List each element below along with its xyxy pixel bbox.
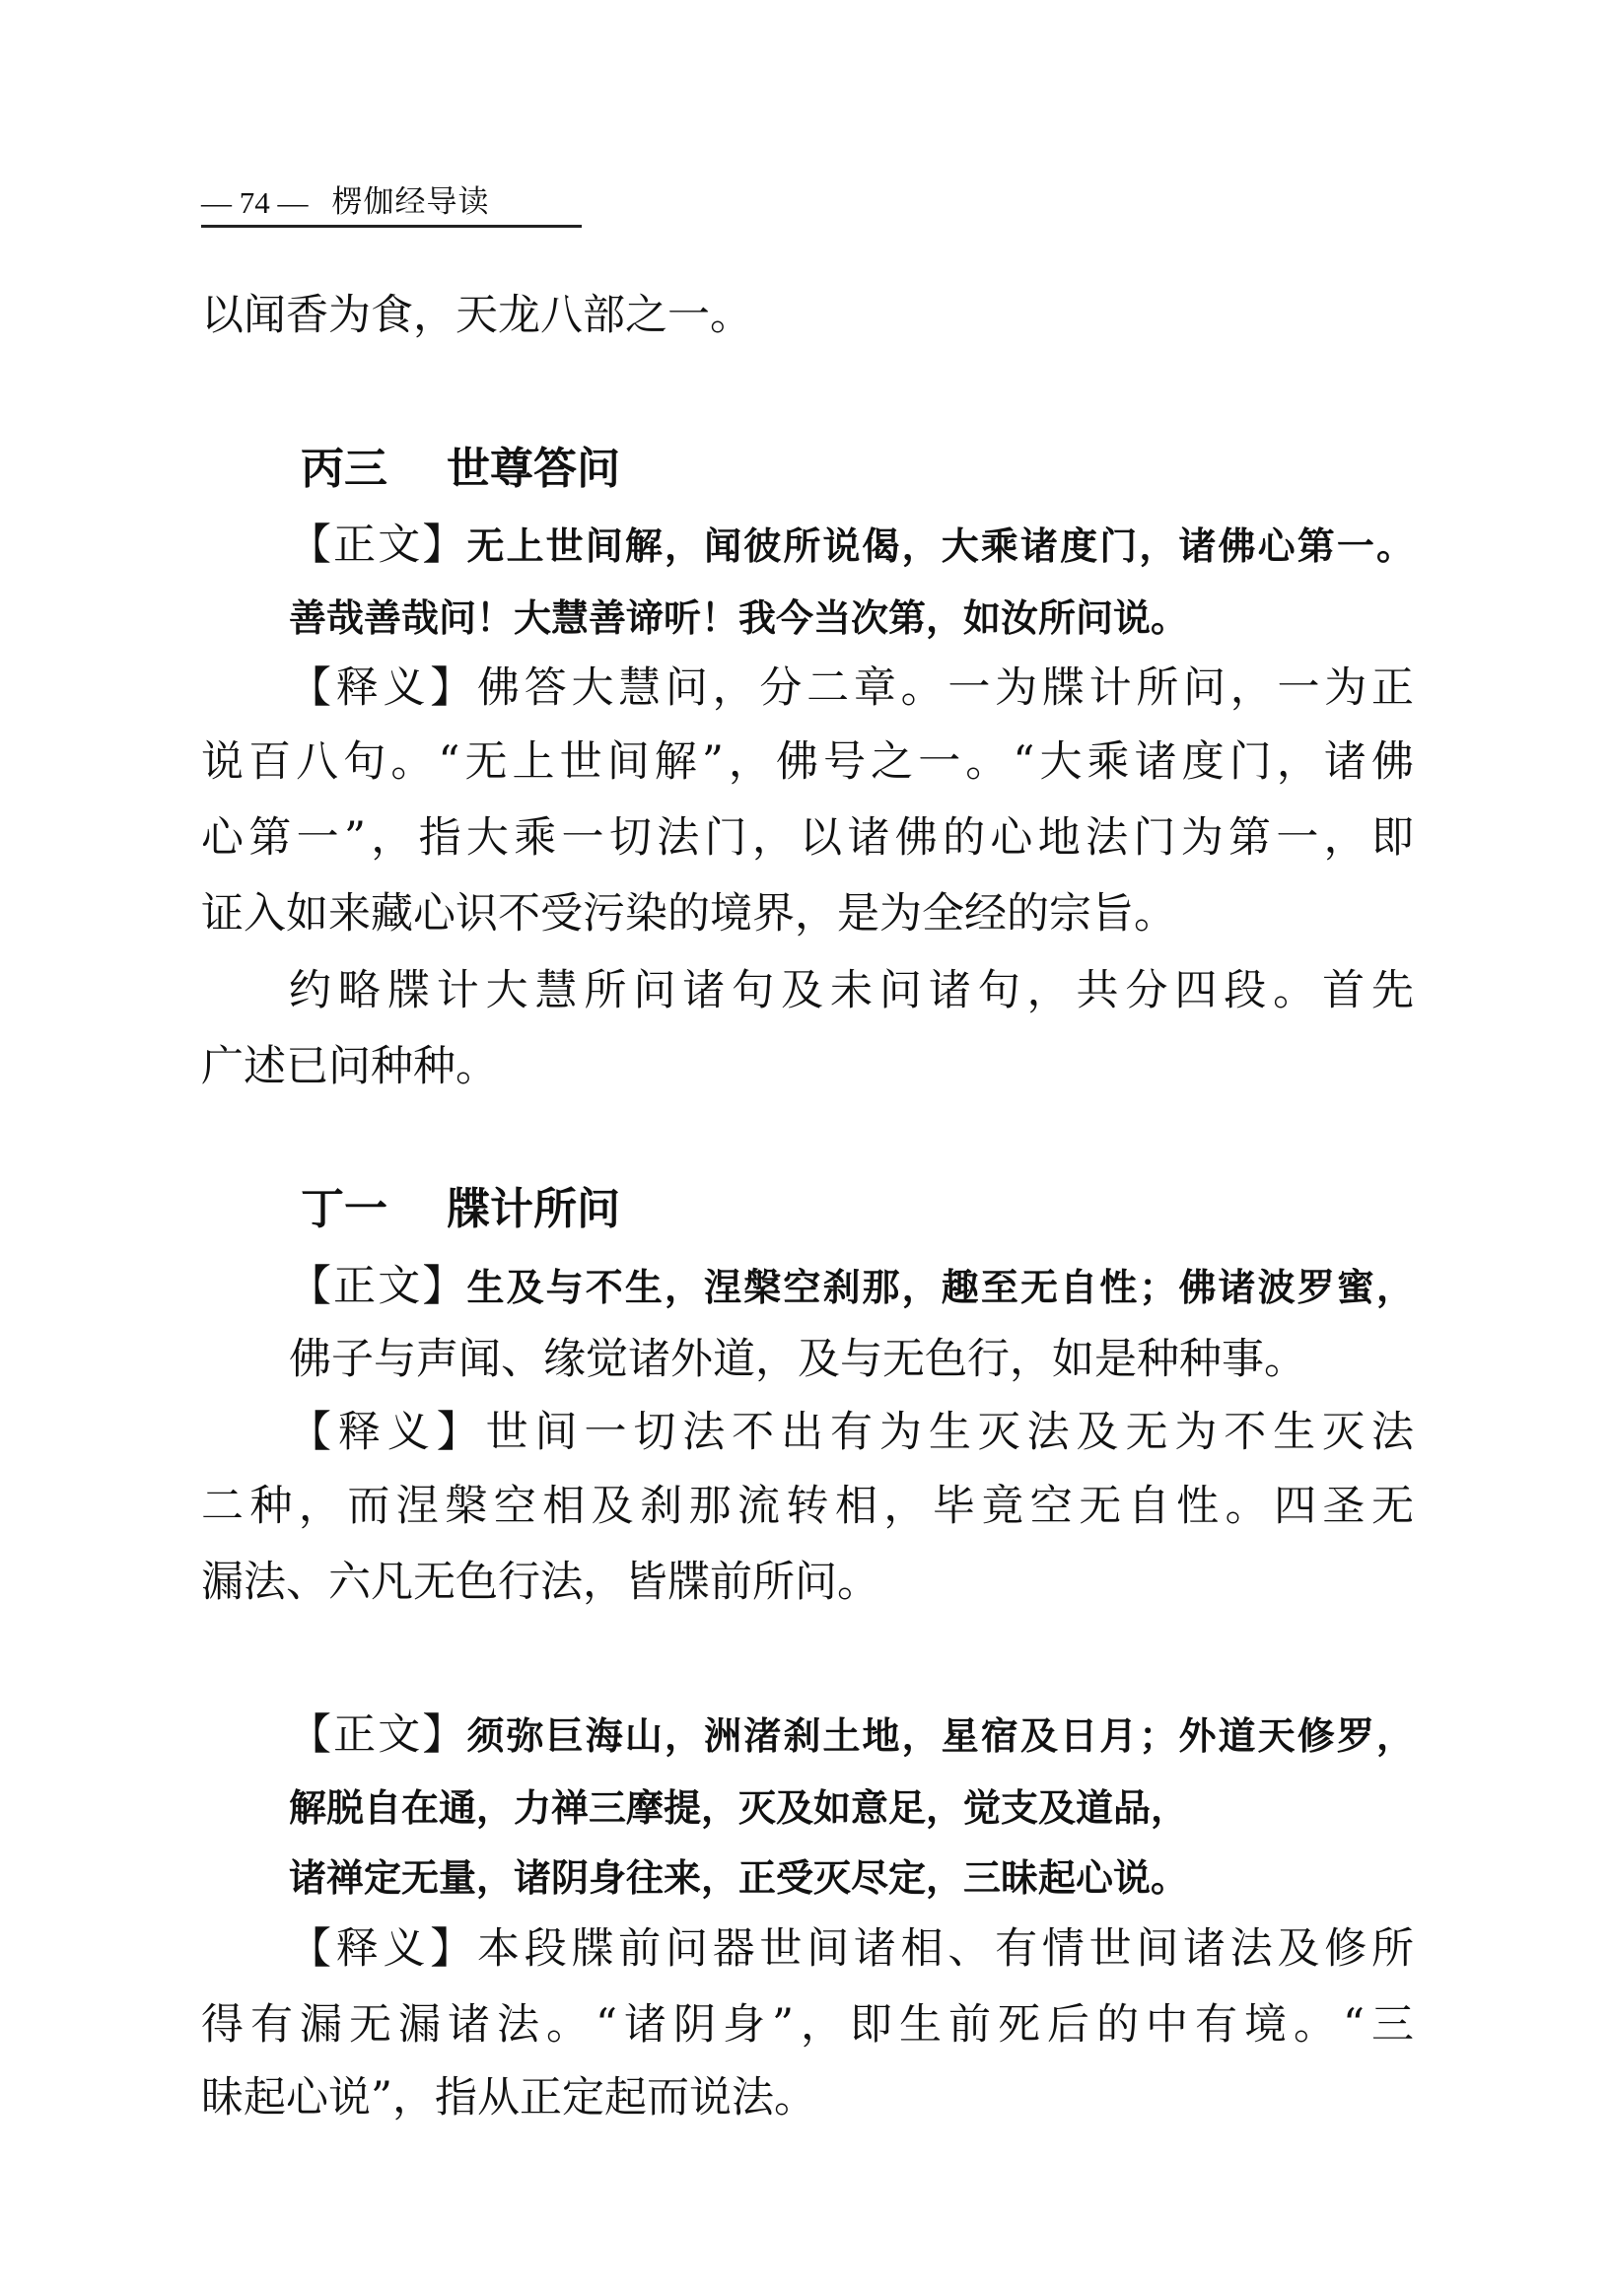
body-line: 得有漏无漏诸法。“诸阴身”，即生前死后的中有境。“三 [201,2000,1414,2050]
verse-line: 解脱自在通，力禅三摩提，灭及如意足，觉支及道品， [289,1786,1189,1830]
body-line: 心第一”，指大乘一切法门，以诸佛的心地法门为第一，即 [201,813,1414,863]
verse-text: 无上世间解，闻彼所说偈，大乘诸度门，诸佛心第一。 [466,524,1414,568]
commentary-line [289,1407,1414,1458]
zhengwen-tag: 【正文】 [289,1710,467,1760]
commentary-text: 世间一切法不出有为生灭法及无为不生灭法 [485,1408,1415,1457]
verse-line [289,520,1414,572]
zhengwen-tag: 【正文】 [289,1262,467,1311]
heading-title: 牒计所问 [447,1184,620,1234]
body-line: 证入如来藏心识不受污染的境界，是为全经的宗旨。 [201,889,1176,939]
body-line: 以闻香为食，天龙八部之一。 [201,291,752,340]
verse-line [289,1709,1414,1762]
section-heading [301,444,620,495]
shiyi-tag: 【释义】 [289,1924,477,1974]
shiyi-tag: 【释义】 [289,663,477,713]
verse-line: 善哉善哉问！大慧善谛听！我今当次第，如汝所问说。 [289,596,1189,640]
section-heading [301,1184,620,1235]
commentary-line [289,1923,1414,1975]
verse-text: 生及与不生，涅槃空刹那，趣至无自性；佛诸波罗蜜， [466,1266,1414,1309]
heading-title: 世尊答问 [447,444,620,494]
verse-text: 须弥巨海山，洲渚刹土地，星宿及日月；外道天修罗， [466,1714,1414,1758]
shiyi-tag: 【释义】 [289,1408,486,1457]
heading-number: 丁一 [301,1184,387,1234]
page-number: — 74 — [201,185,309,220]
verse-line: 佛子与声闻、缘觉诸外道，及与无色行，如是种种事。 [289,1335,1306,1384]
commentary-text: 本段牒前问器世间诸相、有情世间诸法及修所 [476,1924,1415,1974]
body-line: 约略牒计大慧所问诸句及未问诸句，共分四段。首先 [289,966,1414,1015]
zhengwen-tag: 【正文】 [289,521,467,570]
heading-number: 丙三 [301,444,387,494]
commentary-line [289,662,1414,714]
body-line: 广述已问种种。 [201,1042,498,1091]
body-line: 漏法、六凡无色行法，皆牒前所问。 [201,1558,879,1607]
book-title: 楞伽经导读 [331,184,490,220]
commentary-text: 佛答大慧问，分二章。一为牒计所问，一为正 [476,663,1415,713]
body-line: 说百八句。“无上世间解”，佛号之一。“大乘诸度门，诸佛 [201,737,1414,787]
verse-line: 诸禅定无量，诸阴身往来，正受灭尽定，三昧起心说。 [289,1856,1189,1900]
running-header [201,181,582,228]
body-line: 昧起心说”，指从正定起而说法。 [201,2073,816,2122]
verse-line [289,1261,1414,1313]
body-line: 二种，而涅槃空相及刹那流转相，毕竟空无自性。四圣无 [201,1482,1414,1531]
